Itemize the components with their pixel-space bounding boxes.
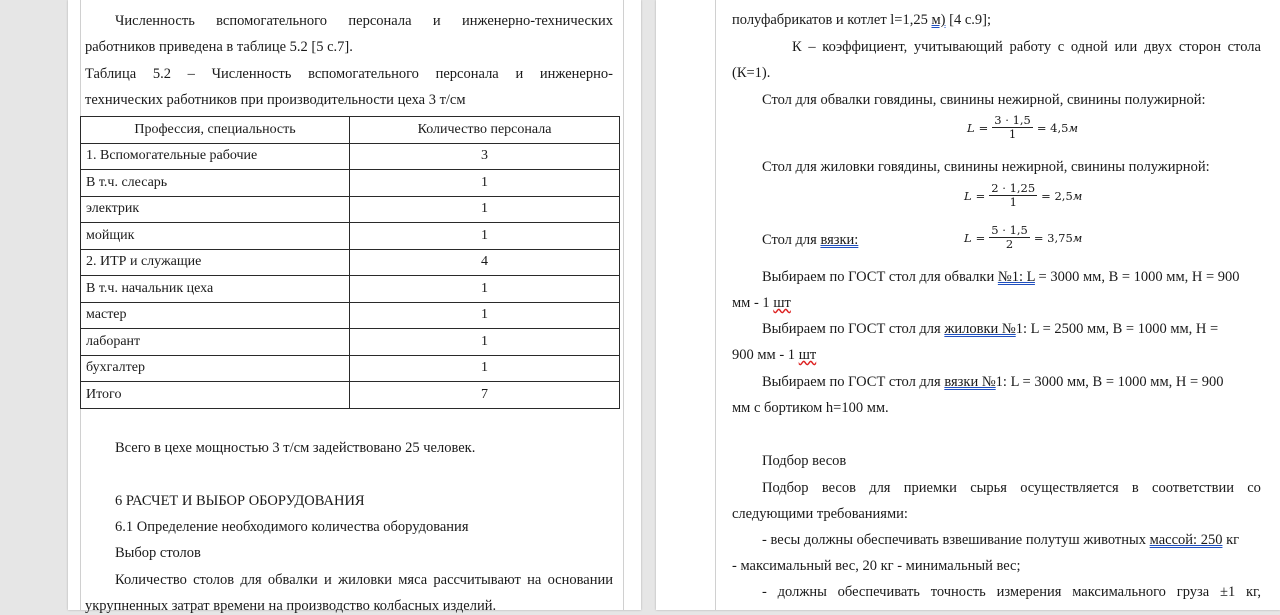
word: и: [324, 572, 332, 588]
count-cell: 1: [350, 355, 620, 382]
length-note-line: полуфабрикатов и котлет l=1,25 м) [4 с.9];: [732, 12, 991, 28]
word: инженерно-: [539, 66, 613, 82]
staff-table-row: [81, 329, 620, 356]
word: кг,: [1246, 584, 1261, 600]
formula-boning: L = $\frac{3 \cdot 1,5}{1}$ = 4,5м: [967, 113, 1078, 141]
word: с: [1057, 39, 1065, 55]
scales-para-line-2: следующими требованиями:: [732, 506, 908, 522]
count-cell: 1: [350, 302, 620, 329]
staff-table-row: [81, 223, 620, 250]
word: для: [240, 572, 262, 588]
tables-heading: Выбор столов: [115, 545, 201, 561]
word: со: [1247, 480, 1261, 496]
word: инженерно-технических: [462, 13, 613, 29]
left-page-margin-right: [623, 0, 624, 610]
word: двух: [1143, 39, 1173, 55]
word: ±1: [1219, 584, 1236, 600]
word: персонала: [348, 13, 412, 29]
word: -: [762, 584, 767, 600]
word: и: [515, 66, 524, 82]
header-profession: Профессия, специальность: [81, 117, 350, 144]
word: учитывающий: [913, 39, 1003, 55]
staff-table-row: [81, 196, 620, 223]
coefficient-line-2: (К=1).: [732, 65, 771, 81]
word: сторон: [1178, 39, 1221, 55]
word: –: [187, 66, 195, 82]
staff-table-row: [81, 170, 620, 197]
count-cell: 3: [350, 143, 620, 170]
word: обвалки: [267, 572, 318, 588]
word: 5.2: [152, 66, 171, 82]
staff-table-row: [81, 276, 620, 303]
gost-trimming-line-1: Выбираем по ГОСТ стол для жиловки №1: L = 2500 мм, В = 1000 мм, Н =: [762, 321, 1219, 337]
word: и: [432, 13, 441, 29]
word: осуществляется: [1020, 480, 1119, 496]
count-cell: 7: [350, 382, 620, 409]
word: приемки: [903, 480, 957, 496]
table-caption-line-2: технических работников при производительности цеха 3 т/см: [85, 92, 466, 108]
gost-tying-line-2: мм с бортиком h=100 мм.: [732, 400, 889, 416]
word: соответствии: [1152, 480, 1234, 496]
word: максимального: [1072, 584, 1166, 600]
count-cell: 1: [350, 223, 620, 250]
requirement-1-line-2: - максимальный вес, 20 кг - минимальный вес;: [732, 558, 1021, 574]
word: или: [1114, 39, 1138, 55]
word: персонала: [435, 66, 499, 82]
word: стола: [1227, 39, 1261, 55]
word: весов: [821, 480, 856, 496]
profession-cell: мастер: [81, 302, 350, 329]
left-document-page: [68, 0, 641, 614]
word: работу: [1009, 39, 1052, 55]
staff-table: [80, 116, 620, 409]
word: коэффициент,: [822, 39, 908, 55]
gost-tying-line-1: Выбираем по ГОСТ стол для вязки №1: L = 3000 мм, В = 1000 мм, Н = 900: [762, 374, 1224, 390]
profession-cell: 1. Вспомогательные рабочие: [81, 143, 350, 170]
profession-cell: электрик: [81, 196, 350, 223]
formula-trimming: L = $\frac{2 \cdot 1,25}{1}$ = 2,5м: [964, 181, 1083, 209]
word: в: [1131, 480, 1139, 496]
count-cell: 1: [350, 170, 620, 197]
coefficient-line-1: [792, 38, 1261, 56]
staff-table-row: [81, 249, 620, 276]
word: точность: [930, 584, 986, 600]
word: столов: [193, 572, 235, 588]
count-cell: 1: [350, 276, 620, 303]
profession-cell: В т.ч. начальник цеха: [81, 276, 350, 303]
right-page-margin-left: [715, 0, 716, 610]
word: вспомогательного: [308, 66, 419, 82]
staff-intro-line-1: [115, 12, 613, 30]
word: жиловки: [338, 572, 392, 588]
count-cell: 1: [350, 329, 620, 356]
right-document-page: [656, 0, 1280, 610]
count-cell: 1: [350, 196, 620, 223]
word: Подбор: [762, 480, 809, 496]
staff-summary: Всего в цехе мощностью 3 т/см задействовано 25 человек.: [115, 440, 476, 456]
profession-cell: бухгалтер: [81, 355, 350, 382]
scales-para-line-1: [762, 479, 1261, 497]
gost-boning-line-1: Выбираем по ГОСТ стол для обвалки №1: L = 3000 мм, В = 1000 мм, Н = 900: [762, 269, 1240, 285]
word: для: [869, 480, 891, 496]
tables-para-line-2: укрупненных затрат времени на производство колбасных изделий.: [85, 598, 497, 614]
word: Численность: [211, 66, 292, 82]
word: Количество: [115, 572, 187, 588]
profession-cell: В т.ч. слесарь: [81, 170, 350, 197]
trimming-table-label: Стол для жиловки говядины, свинины нежирной, свинины полужирной:: [762, 159, 1210, 175]
word: сырья: [970, 480, 1007, 496]
boning-table-label: Стол для обвалки говядины, свинины нежирной, свинины полужирной:: [762, 92, 1206, 108]
formula-tying: L = $\frac{5 \cdot 1,5}{2}$ = 3,75м: [964, 223, 1083, 251]
word: на: [527, 572, 542, 588]
word: –: [808, 39, 816, 55]
profession-cell: Итого: [81, 382, 350, 409]
section-heading: 6 РАСЧЕТ И ВЫБОР ОБОРУДОВАНИЯ: [115, 493, 365, 509]
word: вспомогательного: [216, 13, 328, 29]
gost-boning-line-2: мм - 1 шт: [732, 295, 791, 311]
gost-trimming-line-2: 900 мм - 1 шт: [732, 347, 817, 363]
subsection-heading: 6.1 Определение необходимого количества оборудования: [115, 519, 469, 535]
staff-table-header: [81, 117, 620, 144]
tables-para-line-1: [115, 571, 613, 589]
staff-table-row: [81, 302, 620, 329]
profession-cell: 2. ИТР и служащие: [81, 249, 350, 276]
word: обеспечивать: [837, 584, 920, 600]
table-caption-line-1: [85, 65, 613, 83]
tying-table-label: Стол для вязки:: [762, 232, 859, 248]
requirement-1-line-1: - весы должны обеспечивать взвешивание полутуш животных массой: 250 кг: [762, 532, 1240, 548]
staff-table-row: [81, 143, 620, 170]
word: Таблица: [85, 66, 137, 82]
staff-table-row: [81, 382, 620, 409]
word: одной: [1070, 39, 1108, 55]
word: груза: [1176, 584, 1210, 600]
profession-cell: мойщик: [81, 223, 350, 250]
header-count: Количество персонала: [350, 117, 620, 144]
count-cell: 4: [350, 249, 620, 276]
scales-heading: Подбор весов: [762, 453, 847, 469]
requirement-2-line-1: [762, 583, 1261, 601]
word: рассчитывают: [433, 572, 521, 588]
word: должны: [777, 584, 827, 600]
staff-table-row: [81, 355, 620, 382]
profession-cell: лаборант: [81, 329, 350, 356]
word: мяса: [398, 572, 428, 588]
word: основании: [547, 572, 613, 588]
staff-intro-line-2: работников приведена в таблице 5.2 [5 с.7].: [85, 39, 353, 55]
word: Численность: [115, 13, 195, 29]
word: измерения: [996, 584, 1062, 600]
word: К: [792, 39, 802, 55]
